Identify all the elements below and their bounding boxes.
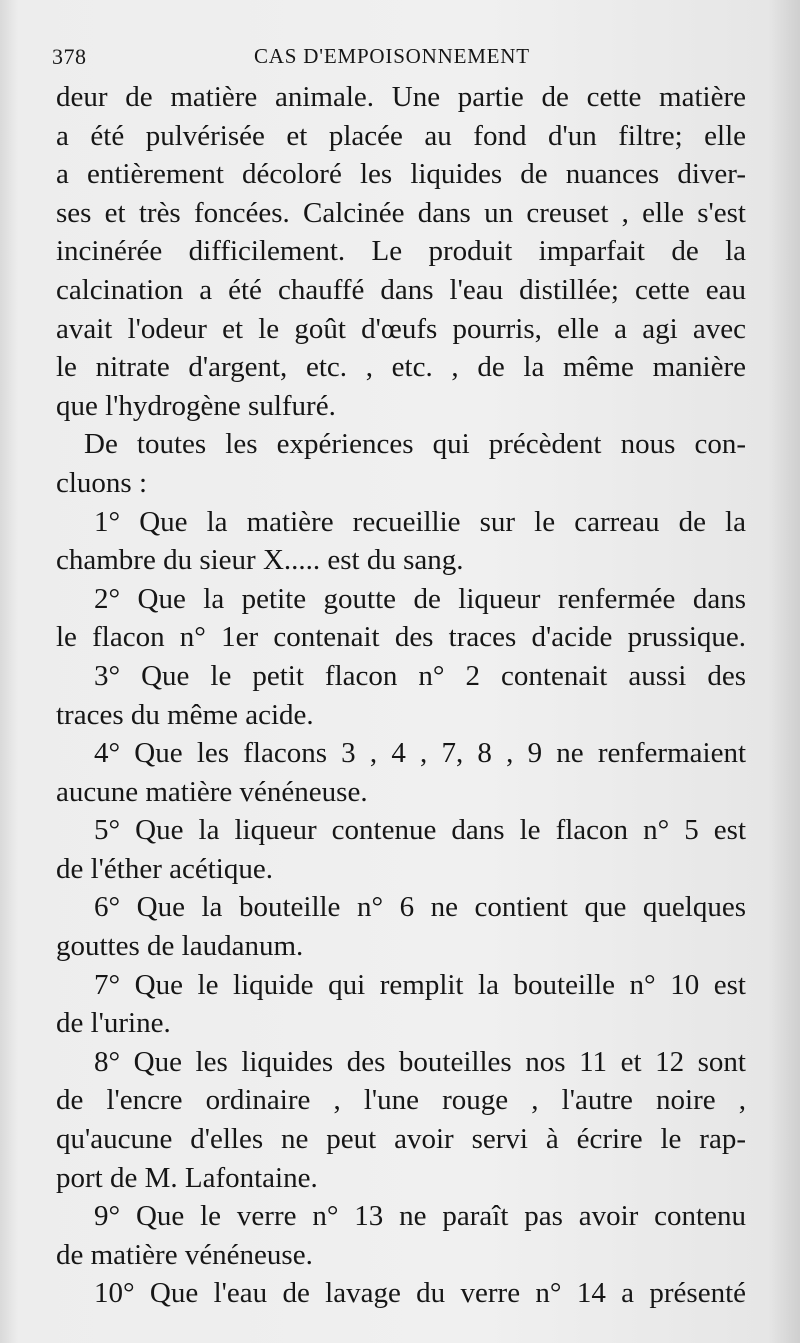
text-line: de matière vénéneuse. bbox=[56, 1238, 313, 1271]
list-item-first-line: 8° Que les liquides des bouteilles nos 11 et 12 sont bbox=[94, 1045, 746, 1078]
list-item-first-line: 5° Que la liqueur contenue dans le flacon n° 5 est bbox=[94, 814, 746, 847]
text-line: de l'encre ordinaire , l'une rouge , l'autre noire , bbox=[56, 1084, 746, 1117]
text-line: a entièrement décoloré les liquides de nuances diver- bbox=[56, 158, 746, 191]
page-header bbox=[52, 44, 752, 76]
list-item-first-line: 1° Que la matière recueillie sur le carreau de la bbox=[94, 505, 746, 538]
text-line: le flacon n° 1er contenait des traces d'acide prussique. bbox=[56, 621, 746, 654]
text-line: ses et très foncées. Calcinée dans un creuset , elle s'est bbox=[56, 196, 746, 229]
text-line: le nitrate d'argent, etc. , etc. , de la même manière bbox=[56, 351, 746, 384]
text-line: avait l'odeur et le goût d'œufs pourris, elle a agi avec bbox=[56, 312, 746, 345]
list-item-first-line: 9° Que le verre n° 13 ne paraît pas avoir contenu bbox=[94, 1200, 746, 1233]
text-line: qu'aucune d'elles ne peut avoir servi à écrire le rap- bbox=[56, 1123, 746, 1156]
page-number: 378 bbox=[52, 44, 87, 69]
body-text bbox=[56, 78, 746, 1313]
text-line: incinérée difficilement. Le produit imparfait de la bbox=[56, 235, 746, 268]
text-line: chambre du sieur X..... est du sang. bbox=[56, 544, 464, 577]
list-item-first-line: 3° Que le petit flacon n° 2 contenait aussi des bbox=[94, 659, 746, 692]
text-line: de l'urine. bbox=[56, 1007, 171, 1040]
text-line: de l'éther acétique. bbox=[56, 852, 273, 885]
paragraph-first-line: De toutes les expériences qui précèdent nous con- bbox=[84, 428, 746, 461]
text-line: gouttes de laudanum. bbox=[56, 930, 304, 963]
list-item-first-line: 2° Que la petite goutte de liqueur renfermée dans bbox=[94, 582, 746, 615]
list-item-first-line: 4° Que les flacons 3 , 4 , 7, 8 , 9 ne renfermaient bbox=[94, 737, 746, 770]
running-head: CAS D'EMPOISONNEMENT bbox=[254, 44, 530, 68]
text-line: deur de matière animale. Une partie de cette matière bbox=[56, 81, 746, 113]
text-line: aucune matière vénéneuse. bbox=[56, 775, 368, 808]
text-line: a été pulvérisée et placée au fond d'un filtre; elle bbox=[56, 119, 746, 152]
text-line: que l'hydrogène sulfuré. bbox=[56, 389, 336, 422]
text-line: traces du même acide. bbox=[56, 698, 314, 731]
text-line: port de M. Lafontaine. bbox=[56, 1161, 318, 1194]
text-line: calcination a été chauffé dans l'eau distillée; cette eau bbox=[56, 273, 746, 306]
list-item-first-line: 10° Que l'eau de lavage du verre n° 14 a présenté bbox=[94, 1277, 746, 1310]
list-item-first-line: 7° Que le liquide qui remplit la bouteille n° 10 est bbox=[94, 968, 746, 1001]
text-line: cluons : bbox=[56, 466, 148, 499]
list-item-first-line: 6° Que la bouteille n° 6 ne contient que quelques bbox=[94, 891, 746, 924]
